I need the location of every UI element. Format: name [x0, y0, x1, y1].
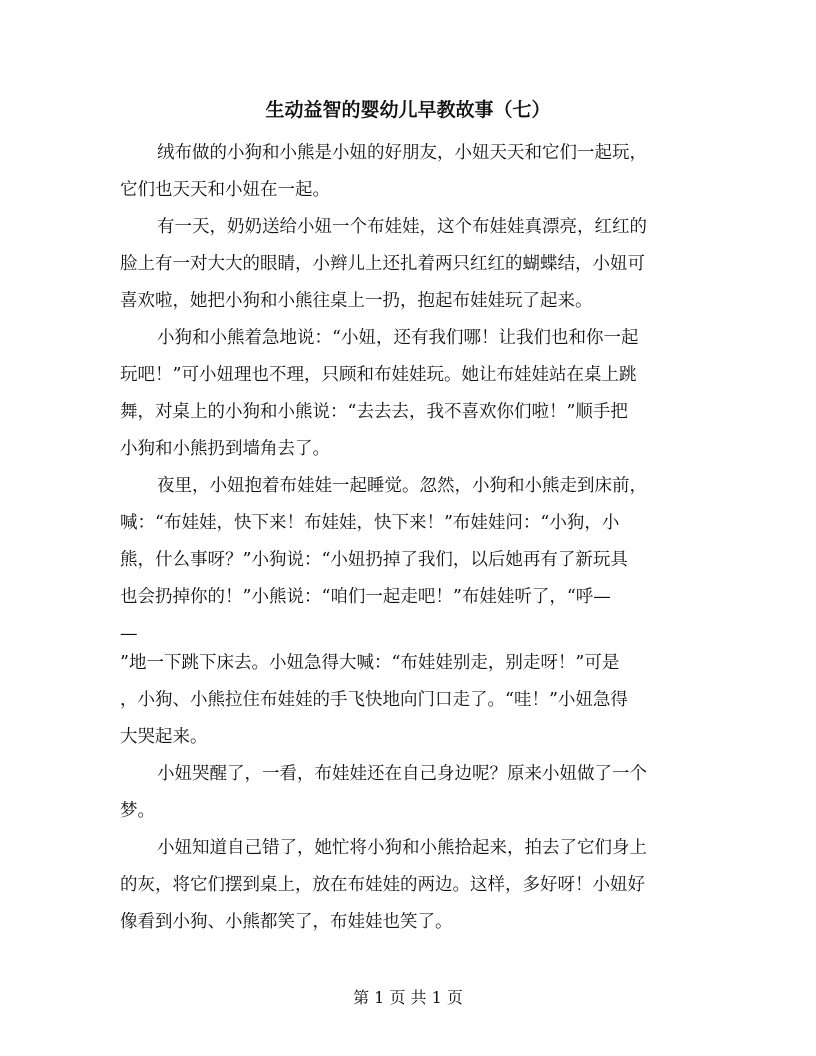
- paragraph-3-line-4: 小狗和小熊扔到墙角去了。: [120, 439, 330, 459]
- paragraph-1-line-1: 绒布做的小狗和小熊是小妞的好朋友，小妞天天和它们一起玩，: [157, 143, 647, 163]
- paragraph-4-line-8: 大哭起来。: [120, 727, 208, 747]
- paragraph-3-line-1: 小狗和小熊着急地说：“小妞，还有我们哪！让我们也和你一起: [157, 328, 639, 348]
- paragraph-3-line-3: 舞，对桌上的小狗和小熊说：“去去去，我不喜欢你们啦！”顺手把: [120, 402, 628, 422]
- paragraph-3-line-2: 玩吧！”可小妞理也不理，只顾和布娃娃玩。她让布娃娃站在桌上跳: [120, 365, 637, 385]
- paragraph-6-line-1: 小妞知道自己错了，她忙将小狗和小熊拾起来，拍去了它们身上: [157, 838, 647, 858]
- paragraph-4-line-1: 夜里，小妞抱着布娃娃一起睡觉。忽然，小狗和小熊走到床前，: [157, 476, 647, 496]
- paragraph-4-line-4: 也会扔掉你的！”小熊说：“咱们一起走吧！”布娃娃听了，“呼—: [120, 587, 611, 607]
- document-title: 生动益智的婴幼儿早教故事（七）: [265, 99, 551, 121]
- paragraph-4-line-6: ”地一下跳下床去。小妞急得大喊：“布娃娃别走，别走呀！”可是: [120, 653, 620, 673]
- paragraph-2-line-3: 喜欢啦，她把小狗和小熊往桌上一扔，抱起布娃娃玩了起来。: [120, 291, 593, 311]
- paragraph-6-line-2: 的灰，将它们摆到桌上，放在布娃娃的两边。这样，多好呀！小妞好: [120, 875, 645, 895]
- page-footer: 第 1 页 共 1 页: [353, 988, 463, 1007]
- paragraph-4-line-5: —: [120, 624, 138, 644]
- paragraph-5-line-1: 小妞哭醒了，一看，布娃娃还在自己身边呢？原来小妞做了一个: [157, 764, 647, 784]
- paragraph-4-line-3: 熊，什么事呀？”小狗说：“小妞扔掉了我们，以后她再有了新玩具: [120, 550, 628, 570]
- paragraph-1-line-2: 它们也天天和小妞在一起。: [120, 180, 330, 200]
- paragraph-5-line-2: 梦。: [120, 801, 155, 821]
- paragraph-6-line-3: 像看到小狗、小熊都笑了，布娃娃也笑了。: [120, 912, 453, 932]
- paragraph-4-line-2: 喊：“布娃娃，快下来！布娃娃，快下来！”布娃娃问：“小狗，小: [120, 513, 620, 533]
- paragraph-2-line-2: 脸上有一对大大的眼睛，小辫儿上还扎着两只红红的蝴蝶结，小妞可: [120, 254, 645, 274]
- paragraph-4-line-7: ，小狗、小熊拉住布娃娃的手飞快地向门口走了。“哇！”小妞急得: [120, 690, 628, 710]
- paragraph-2-line-1: 有一天，奶奶送给小妞一个布娃娃，这个布娃娃真漂亮，红红的: [157, 217, 647, 237]
